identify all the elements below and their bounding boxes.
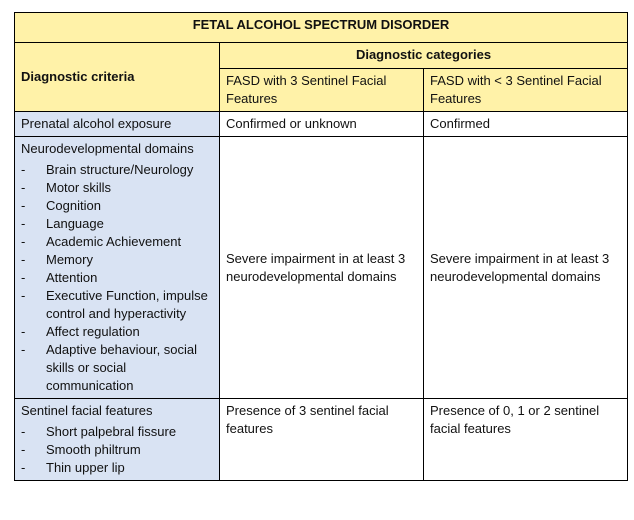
neuro-col2-value: Severe impairment in at least 3 neurodevelopmental domains <box>424 137 628 399</box>
sentinel-facial-features-label: Sentinel facial features <box>21 403 153 418</box>
neuro-domain-item: - Language <box>21 215 213 233</box>
neuro-domain-item: - Adaptive behaviour, social skills or social communication <box>21 341 213 395</box>
neuro-domain-item: - Attention <box>21 269 213 287</box>
neurodevelopmental-domains-label: Neurodevelopmental domains <box>21 141 194 156</box>
neuro-domain-item: - Memory <box>21 251 213 269</box>
diagnostic-categories-header: Diagnostic categories <box>220 43 628 69</box>
neurodevelopmental-domains-cell <box>15 137 220 399</box>
neuro-domain-item: - Motor skills <box>21 179 213 197</box>
neuro-domain-item: - Academic Achievement <box>21 233 213 251</box>
sentinel-col2-value: Presence of 0, 1 or 2 sentinel facial features <box>424 399 628 481</box>
category-less-than-3-features-header: FASD with < 3 Sentinel Facial Features <box>424 69 628 112</box>
prenatal-alcohol-exposure-label: Prenatal alcohol exposure <box>15 112 220 137</box>
neuro-col1-value: Severe impairment in at least 3 neurodevelopmental domains <box>220 137 424 399</box>
sentinel-feature-item: - Short palpebral fissure <box>21 423 213 441</box>
neuro-domain-list <box>21 161 213 395</box>
neuro-domain-item: - Cognition <box>21 197 213 215</box>
sentinel-col1-value: Presence of 3 sentinel facial features <box>220 399 424 481</box>
sentinel-feature-item: - Thin upper lip <box>21 459 213 477</box>
neuro-domain-item: - Brain structure/Neurology <box>21 161 213 179</box>
neuro-domain-item: - Affect regulation <box>21 323 213 341</box>
sentinel-feature-item: - Smooth philtrum <box>21 441 213 459</box>
fasd-diagnostic-table <box>14 12 628 481</box>
neuro-domain-item: - Executive Function, impulse control and hyperactivity <box>21 287 213 323</box>
sentinel-feature-list <box>21 423 213 477</box>
sentinel-facial-features-cell <box>15 399 220 481</box>
category-3-features-header: FASD with 3 Sentinel Facial Features <box>220 69 424 112</box>
diagnostic-criteria-header: Diagnostic criteria <box>15 43 220 112</box>
table-title: FETAL ALCOHOL SPECTRUM DISORDER <box>15 13 628 43</box>
prenatal-col2-value: Confirmed <box>424 112 628 137</box>
prenatal-col1-value: Confirmed or unknown <box>220 112 424 137</box>
